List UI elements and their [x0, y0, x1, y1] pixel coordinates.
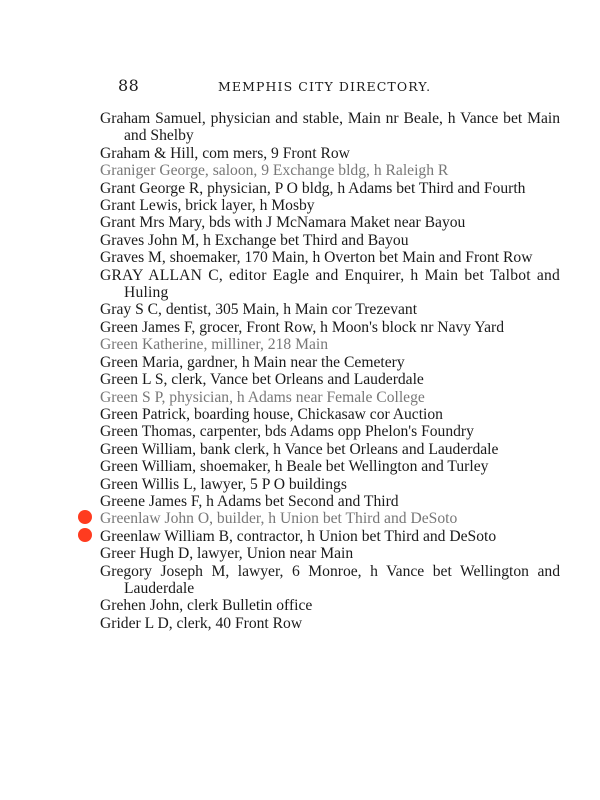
entry-text: Greer Hugh D, lawyer, Union near Main [100, 545, 354, 563]
directory-entry [100, 301, 560, 318]
directory-entry [100, 249, 560, 266]
entry-text: Greenlaw William B, contractor, h Union bet Third and DeSoto [100, 527, 497, 545]
directory-entry-marked [100, 510, 560, 527]
directory-entry [100, 371, 560, 388]
directory-entry [100, 389, 560, 406]
red-dot-marker [78, 528, 92, 542]
entry-text: Green William, bank clerk, h Vance bet Orleans and Lauderdale [100, 440, 499, 458]
entry-text: Green Thomas, carpenter, bds Adams opp Phelon's Foundry [100, 423, 474, 441]
directory-entry [100, 180, 560, 197]
entry-text: Graham Samuel, physician and stable, Main nr Beale, h Vance bet Main and Shelby [100, 110, 560, 145]
entry-text: Green William, shoemaker, h Beale bet Wellington and Turley [100, 458, 489, 476]
directory-entry [100, 319, 560, 336]
entry-text: Green L S, clerk, Vance bet Orleans and Lauderdale [100, 371, 424, 389]
entry-text: Gregory Joseph M, lawyer, 6 Monroe, h Vance bet Wellington and Lauderdale [100, 562, 560, 597]
directory-entry [100, 197, 560, 214]
entry-text: Green S P, physician, h Adams near Female College [100, 388, 425, 406]
entry-text: Grant George R, physician, P O bldg, h Adams bet Third and Fourth [100, 179, 526, 197]
entry-text: Graves John M, h Exchange bet Third and Bayou [100, 231, 409, 249]
entry-text: Grant Lewis, brick layer, h Mosby [100, 197, 315, 215]
running-title: MEMPHIS CITY DIRECTORY. [218, 79, 432, 94]
directory-entry [100, 336, 560, 353]
directory-entry [100, 441, 560, 458]
entry-text: Grider L D, clerk, 40 Front Row [100, 614, 303, 632]
directory-entry [100, 232, 560, 249]
directory-entry [100, 615, 560, 632]
directory-entry [100, 458, 560, 475]
directory-entry [100, 545, 560, 562]
directory-entry [100, 162, 560, 179]
directory-entry [100, 110, 560, 145]
entry-text: Graham & Hill, com mers, 9 Front Row [100, 144, 350, 162]
page-number: 88 [118, 76, 140, 95]
page-header [118, 76, 578, 98]
entry-text: Greenlaw John O, builder, h Union bet Third and DeSoto [100, 510, 458, 528]
directory-entries [100, 110, 560, 632]
directory-entry [100, 354, 560, 371]
directory-entry [100, 214, 560, 231]
entry-text: Gray S C, dentist, 305 Main, h Main cor Trezevant [100, 301, 418, 319]
directory-entry [100, 145, 560, 162]
entry-text: Green Katherine, milliner, 218 Main [100, 336, 329, 354]
directory-entry [100, 597, 560, 614]
directory-entry [100, 267, 560, 302]
directory-entry [100, 493, 560, 510]
directory-entry [100, 476, 560, 493]
entry-text: Grehen John, clerk Bulletin office [100, 597, 313, 615]
entry-text: Green James F, grocer, Front Row, h Moon's block nr Navy Yard [100, 318, 505, 336]
directory-entry [100, 406, 560, 423]
entry-text: Green Maria, gardner, h Main near the Cemetery [100, 353, 405, 371]
entry-text: Graves M, shoemaker, 170 Main, h Overton bet Main and Front Row [100, 249, 533, 267]
directory-entry [100, 563, 560, 598]
entry-text: Graniger George, saloon, 9 Exchange bldg, h Raleigh R [100, 162, 449, 180]
entry-text: GRAY ALLAN C, editor Eagle and Enquirer, h Main bet Talbot and Huling [100, 266, 560, 302]
red-dot-marker [78, 510, 92, 524]
directory-entry [100, 423, 560, 440]
entry-text: Green Willis L, lawyer, 5 P O buildings [100, 475, 347, 493]
directory-entry-marked [100, 528, 560, 545]
entry-text: Green Patrick, boarding house, Chickasaw cor Auction [100, 405, 443, 423]
entry-text: Grant Mrs Mary, bds with J McNamara Maket near Bayou [100, 214, 466, 232]
entry-text: Greene James F, h Adams bet Second and Third [100, 492, 399, 510]
